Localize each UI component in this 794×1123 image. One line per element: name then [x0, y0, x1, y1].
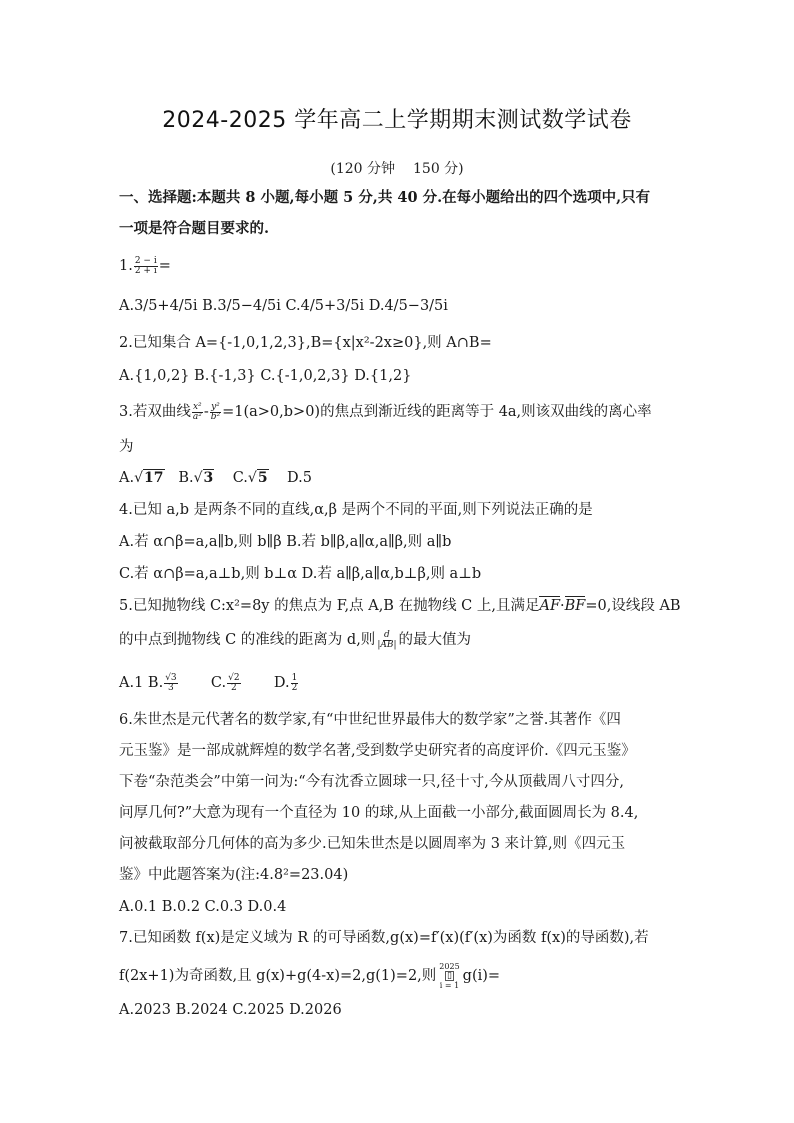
question-4-options-cd: C.若 α∩β=a,a⊥b,则 b⊥α D.若 a∥β,a∥α,b⊥β,则 a⊥b — [119, 566, 482, 582]
question-6-line-2: 元玉鉴》是一部成就辉煌的数学名著,受到数学史研究者的高度评价.《四元玉鉴》 — [119, 743, 636, 759]
sqrt-3: √3 — [193, 470, 214, 486]
question-3-options: A.√17 B.√3 C.√5 D.5 — [119, 470, 312, 486]
question-3-line-1: 3.若双曲线 $\frac{\text{x²}}{\text{a²}}$ - $\frac{\text{y²}}{\text{b²}}$ =1(a>0,b>0)的焦点到渐近线的距离等于 4a,则该双曲线的离心率 — [119, 401, 652, 422]
summation-symbol: 2025 ▯ i = 1 — [439, 962, 460, 990]
question-1-number: 1. — [119, 258, 133, 274]
question-1-denominator: 2 + i — [134, 265, 157, 276]
vector-bf: BF — [564, 598, 586, 614]
question-4: 4.已知 a,b 是两条不同的直线,α,β 是两个不同的平面,则下列说法正确的是 — [119, 502, 593, 518]
question-6-line-6: 鉴》中此题答案为(注:4.8²=23.04) — [119, 867, 349, 883]
exam-score: 150 分) — [413, 161, 464, 177]
question-1-fraction — [134, 257, 158, 276]
hyperbola-x-term: $\frac{\text{x²}}{\text{a²}}$ — [192, 401, 202, 422]
question-6-options: A.0.1 B.0.2 C.0.3 D.0.4 — [119, 899, 287, 915]
question-1 — [119, 256, 679, 276]
question-5-line-1: 5.已知抛物线 C:x²=8y 的焦点为 F,点 A,B 在抛物线 C 上,且满足AF·BF=0,设线段 AB — [119, 598, 681, 614]
section-1-heading-line-2: 一项是符合题目要求的. — [119, 220, 270, 237]
question-6-line-1: 6.朱世杰是元代著名的数学家,有“中世纪世界最伟大的数学家”之誉.其著作《四 — [119, 712, 621, 728]
question-1-options: A.3/5+4/5i B.3/5−4/5i C.4/5+3/5i D.4/5−3/5i — [119, 298, 448, 314]
question-6-line-5: 问被截取部分几何体的高为多少.已知朱世杰是以圆周率为 3 来计算,则《四元玉 — [119, 836, 626, 852]
exam-time: (120 分钟 — [330, 161, 395, 177]
question-2: 2.已知集合 A={-1,0,1,2,3},B={x|x²-2x≥0},则 A∩B= — [119, 335, 492, 351]
question-5-line-2: 的中点到抛物线 C 的准线的距离为 d,则 $\frac{d}{|AB|}$ 的最大值为 — [119, 629, 471, 650]
question-1-equals: = — [158, 258, 171, 274]
question-7-line-1: 7.已知函数 f(x)是定义域为 R 的可导函数,g(x)=f′(x)(f′(x)为函数 f(x)的导函数),若 — [119, 930, 649, 946]
exam-duration-score — [0, 158, 794, 178]
question-6-line-3: 下卷“杂范类会”中第一问为:“今有沈香立圆球一只,径十寸,今从顶截周八寸四分, — [119, 774, 624, 790]
question-3-end: =1(a>0,b>0)的焦点到渐近线的距离等于 4a,则该双曲线的离心率 — [222, 404, 652, 420]
question-5-options: A.1 B. $\frac{√3}{3}$ C. $\frac{√2}{2}$ D. $\frac{1}{2}$ — [119, 672, 298, 693]
question-1-numerator: 2 − i — [134, 255, 157, 266]
question-7-line-2: f(2x+1)为奇函数,且 g(x)+g(4-x)=2,g(1)=2,则 2025 ▯ i = 1 g(i)= — [119, 962, 501, 990]
question-6-line-4: 问厚几何?”大意为现有一个直径为 10 的球,从上面截一小部分,截面圆周长为 8.4, — [119, 805, 639, 821]
sqrt-17: √17 — [134, 470, 164, 486]
page-title: 2024-2025 学年高二上学期期末测试数学试卷 — [162, 108, 632, 133]
question-5-fraction: $\frac{d}{|AB|}$ — [377, 629, 397, 650]
question-4-options-ab: A.若 α∩β=a,a∥b,则 b∥β B.若 b∥β,a∥α,a∥β,则 a∥b — [119, 534, 452, 550]
question-2-options: A.{1,0,2} B.{-1,3} C.{-1,0,2,3} D.{1,2} — [119, 368, 412, 384]
hyperbola-y-term: $\frac{\text{y²}}{\text{b²}}$ — [210, 401, 221, 422]
question-7-options: A.2023 B.2024 C.2025 D.2026 — [119, 1002, 342, 1018]
sqrt-5: √5 — [247, 470, 268, 486]
question-3-line-2: 为 — [119, 439, 134, 455]
question-3-start: 3.若双曲线 — [119, 404, 191, 420]
sigma-icon: ▯ — [445, 971, 454, 981]
vector-af: AF — [539, 598, 561, 614]
section-1-heading-line-1: 一、选择题:本题共 8 小题,每小题 5 分,共 40 分.在每小题给出的四个选项中,只有 — [119, 189, 651, 206]
